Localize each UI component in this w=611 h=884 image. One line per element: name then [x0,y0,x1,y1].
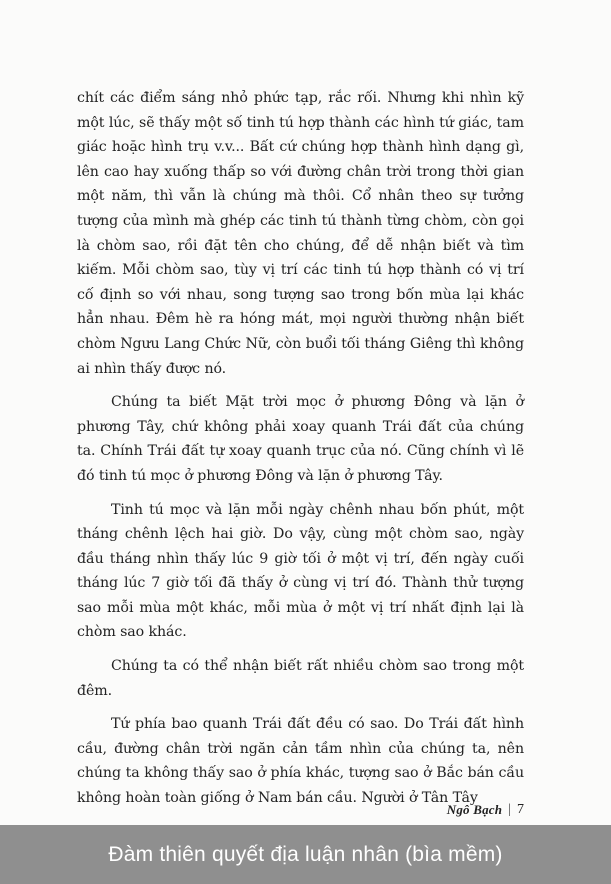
paragraph-3: Tinh tú mọc và lặn mỗi ngày chênh nhau bốn phút, một tháng chênh lệch hai giờ. Do vậy, cùng một chòm sao, ngày đầu tháng nhìn thấy lúc 9 giờ tối ở một vị trí, đến ngày cuối tháng lúc 7 giờ tối đã thấy ở cùng vị trí đó. Thành thử tượng sao mỗi mùa một khác, mỗi mùa ở một vị trí nhất định lại là chòm sao khác. [77,501,524,641]
paragraph-4: Chúng ta có thể nhận biết rất nhiều chòm sao trong một đêm. [77,658,524,699]
paragraph-5: Tứ phía bao quanh Trái đất đều có sao. Do Trái đất hình cầu, đường chân trời ngăn cản tầm nhìn của chúng ta, nên chúng ta không thấy sao ở phía khác, tượng sao ở Bắc bán cầu không hoàn toàn giống ở Nam bán cầu. Người ở Tân Tây [77,716,524,807]
caption-bar [0,825,611,884]
caption-title: Đàm thiên quyết địa luận nhân (bìa mềm) [108,842,503,866]
page-number: 7 [517,802,524,817]
page-text-body [77,86,524,820]
paragraph-1: chít các điểm sáng nhỏ phức tạp, rắc rối. Nhưng khi nhìn kỹ một lúc, sẽ thấy một số tinh tú hợp thành các hình tứ giác, tam giác hoặc hình trụ v.v... Bất cứ chúng hợp thành hình dạng gì, lên cao hay xuống thấp so với đường chân trời trong thời gian một năm, thì vẫn là chúng mà thôi. Cổ nhân theo sự tưởng tượng của mình mà ghép các tinh tú thành từng chòm, còn gọi là chòm sao, rồi đặt tên cho chúng, để dễ nhận biết và tìm kiếm. Mỗi chòm sao, tùy vị trí các tinh tú hợp thành có vị trí cố định so với nhau, song tượng sao trong bốn mùa lại khác hẳn nhau. Đêm hè ra hóng mát, mọi người thường nhận biết chòm Ngưu Lang Chức Nữ, còn buổi tối tháng Giêng thì không ai nhìn thấy được nó. [77,90,524,377]
page-footer [447,802,524,818]
paragraph-2: Chúng ta biết Mặt trời mọc ở phương Đông và lặn ở phương Tây, chứ không phải xoay quanh Trái đất của chúng ta. Chính Trái đất tự xoay quanh trục của nó. Cũng chính vì lẽ đó tinh tú mọc ở phương Đông và lặn ở phương Tây. [77,394,524,484]
footer-separator: | [508,802,511,817]
footer-author: Ngô Bạch [446,802,503,817]
